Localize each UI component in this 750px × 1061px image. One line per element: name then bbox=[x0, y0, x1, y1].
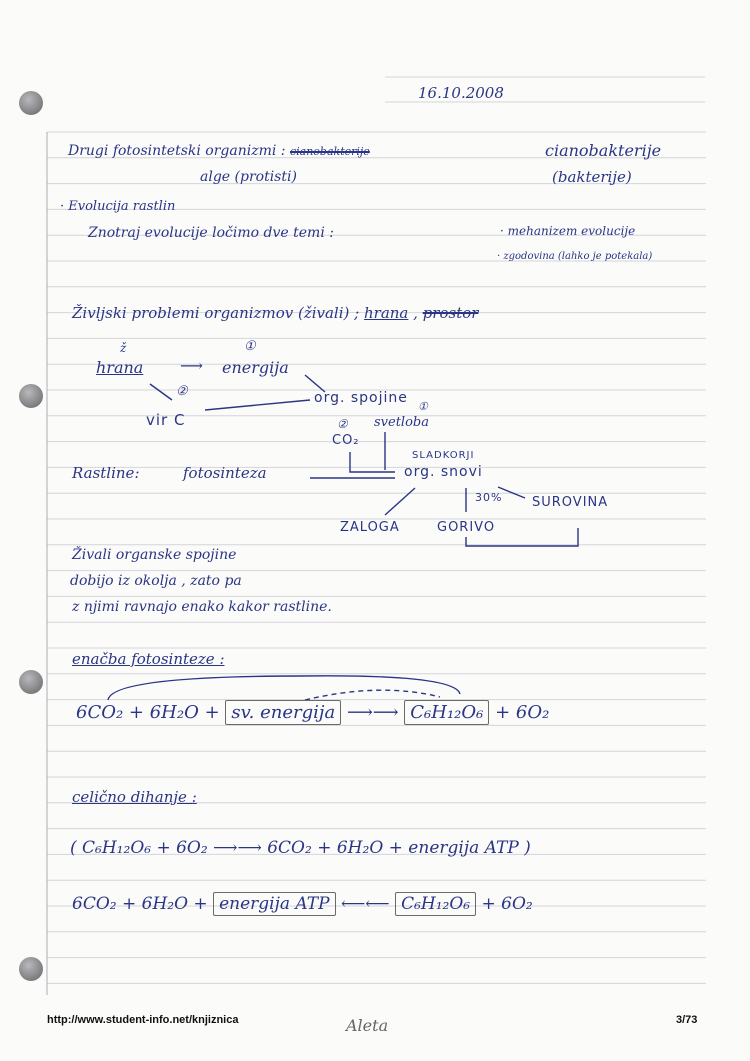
diagram-org-spojine: org. spojine bbox=[314, 390, 408, 406]
diagram-vir-c: vir C bbox=[146, 411, 186, 429]
struck-word: cianobakterije bbox=[289, 145, 370, 158]
diagram-fotosinteza: fotosinteza bbox=[183, 464, 267, 482]
diagram-energija: energija bbox=[222, 358, 289, 377]
respiration-eq-2 bbox=[72, 896, 533, 913]
zivali-line: dobijo iz okolja , zato pa bbox=[70, 573, 242, 589]
diagram-org-snovi: org. snovi bbox=[404, 464, 483, 480]
diagram-percent: 30% bbox=[475, 491, 503, 504]
diagram-co2: CO₂ bbox=[332, 433, 360, 448]
arrow-photo-top bbox=[108, 676, 460, 700]
photo-equation bbox=[76, 704, 549, 722]
problemi-hrana: hrana bbox=[364, 304, 409, 322]
diagram-n2: ② bbox=[176, 384, 188, 399]
punch-hole bbox=[19, 384, 43, 408]
punch-hole bbox=[19, 91, 43, 115]
photo-arrow: ⟶⟶ bbox=[346, 702, 399, 723]
evolucija-heading: · Evolucija rastlin bbox=[60, 199, 176, 214]
diagram-hrana: hrana bbox=[96, 358, 144, 377]
arrow-hrana-vir bbox=[150, 384, 172, 400]
diagram-n1: ① bbox=[244, 339, 256, 354]
resp-glucose-box: C₆H₁₂O₆ bbox=[395, 892, 476, 916]
problemi-prostor: prostor bbox=[422, 304, 479, 322]
photo-left: 6CO₂ + 6H₂O + bbox=[76, 702, 220, 723]
diagram-n1b: ① bbox=[418, 400, 428, 413]
diagram-zaloga: ZALOGA bbox=[340, 520, 400, 535]
punch-hole bbox=[19, 670, 43, 694]
arrow-vir-org bbox=[205, 400, 310, 410]
diagram-surovina: SUROVINA bbox=[532, 495, 609, 510]
alge: alge (protisti) bbox=[200, 169, 297, 185]
footer-url[interactable]: http://www.student-info.net/knjiznica bbox=[47, 1014, 239, 1026]
photo-right: + 6O₂ bbox=[495, 702, 550, 723]
resp-right: + 6O₂ bbox=[481, 894, 533, 914]
arrow-co2-down bbox=[350, 452, 395, 472]
enacba-title: enačba fotosinteze : bbox=[72, 650, 225, 668]
line-fotosintetski-text: Drugi fotosintetski organizmi : bbox=[68, 143, 286, 159]
z-mark: ž bbox=[120, 341, 127, 355]
diagram-rastline: Rastline: bbox=[72, 464, 140, 482]
cianobakterije: cianobakterije bbox=[545, 141, 662, 160]
photo-glucose-box: C₆H₁₂O₆ bbox=[404, 700, 489, 725]
theme-mehanizem: · mehanizem evolucije bbox=[500, 224, 636, 238]
diagram-svetloba: svetloba bbox=[374, 415, 429, 430]
page-number: 3/73 bbox=[676, 1014, 698, 1026]
photo-energy-box: sv. energija bbox=[225, 700, 341, 725]
diagram-gorivo: GORIVO bbox=[437, 520, 496, 535]
dihanje-title: celično dihanje : bbox=[72, 788, 197, 806]
diagram-sladkorji: SLADKORJI bbox=[412, 450, 475, 461]
problemi-line: Življski problemi organizmov (živali) ; hrana , prostor bbox=[72, 304, 479, 322]
arrow-photo-dash bbox=[305, 690, 440, 700]
respiration-eq-1: ( C₆H₁₂O₆ + 6O₂ ⟶⟶ 6CO₂ + 6H₂O + energija ATP ) bbox=[70, 838, 531, 858]
theme-zgodovina: · zgodovina (lahko je potekala) bbox=[497, 251, 653, 262]
date: 16.10.2008 bbox=[418, 84, 504, 102]
zivali-line: z njimi ravnajo enako kakor rastline. bbox=[72, 599, 332, 615]
resp-energy-box: energija ATP bbox=[213, 892, 335, 916]
evolucija-line: Znotraj evolucije ločimo dve temi : bbox=[88, 225, 334, 241]
resp-left: 6CO₂ + 6H₂O + bbox=[72, 894, 208, 914]
line-fotosintetski bbox=[68, 144, 370, 158]
problemi-text: Življski problemi organizmov (živali) ; bbox=[72, 304, 360, 322]
aleta-logo: Aleta bbox=[346, 1016, 389, 1035]
punch-hole bbox=[19, 957, 43, 981]
diagram-arrow: ⟶ bbox=[180, 356, 203, 375]
bakterije: (bakterije) bbox=[552, 168, 632, 186]
arrow-to-zaloga bbox=[385, 488, 415, 515]
diagram-n2b: ② bbox=[337, 417, 348, 431]
resp-arrow: ⟵⟵ bbox=[340, 894, 390, 914]
zivali-line: Živali organske spojine bbox=[72, 547, 237, 563]
